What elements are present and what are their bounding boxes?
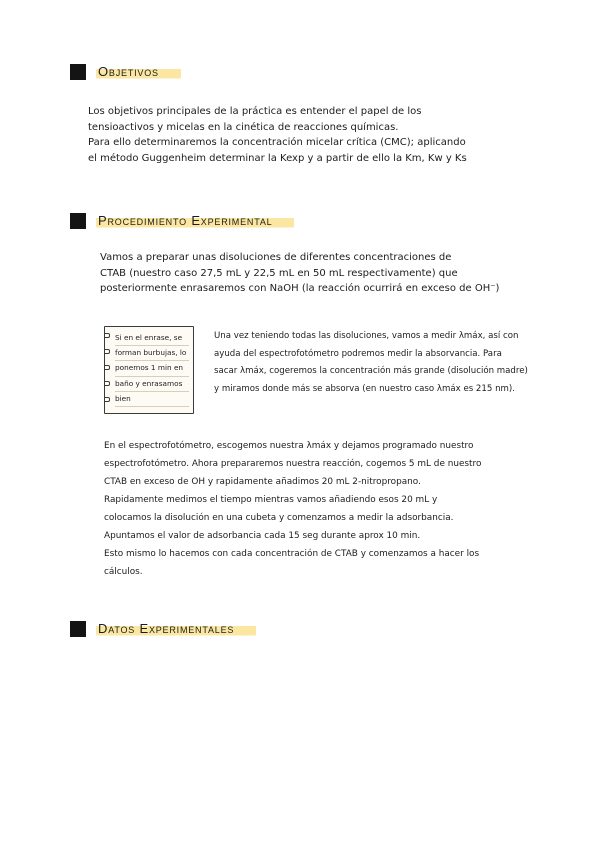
paragraph-line: tensioactivos y micelas en la cinética de reacciones químicas.	[88, 121, 399, 133]
paragraph-line: Rapidamente medimos el tiempo mientras vamos añadiendo esos 20 mL y	[104, 494, 438, 505]
notebook-ring-icon	[104, 333, 110, 338]
objetivos-paragraph	[88, 104, 467, 166]
paragraph-line: Vamos a preparar unas disoluciones de diferentes concentraciones de	[100, 252, 452, 263]
paragraph-line: colocamos la disolución en una cubeta y comenzamos a medir la adsorbancia.	[104, 512, 454, 523]
paragraph-line: Esto mismo lo hacemos con cada concentración de CTAB y comenzamos a hacer los	[104, 548, 480, 559]
paragraph-line: cálculos.	[104, 566, 143, 577]
paragraph-line: Apuntamos el valor de adsorbancia cada 15 seg durante aprox 10 min.	[104, 530, 421, 541]
section-heading-procedimiento	[70, 212, 294, 229]
note-line: bien	[115, 392, 189, 407]
paragraph-line: espectrofotómetro. Ahora prepararemos nuestra reacción, cogemos 5 mL de nuestro	[104, 458, 482, 469]
section-heading-datos	[70, 620, 256, 637]
paragraph-line: posteriormente enrasaremos con NaOH (la reacción ocurrirá en exceso de OH⁻)	[100, 283, 500, 294]
paragraph-line: En el espectrofotómetro, escogemos nuestra λmáx y dejamos programado nuestro	[104, 441, 474, 451]
paragraph-line: ayuda del espectrofotómetro podremos medir la absorvancia. Para	[214, 348, 502, 359]
procedimiento-side-paragraph	[214, 328, 528, 398]
notebook-ring-icon	[104, 349, 110, 354]
notebook-ring-icon	[104, 397, 110, 402]
notebook-ring-icon	[104, 381, 110, 386]
sticky-note	[104, 326, 194, 414]
paragraph-line: Una vez teniendo todas las disoluciones, vamos a medir λmáx, así con	[214, 331, 519, 341]
notebook-ring-icon	[104, 365, 110, 370]
section-heading-objetivos	[70, 63, 181, 80]
paragraph-line: sacar λmáx, cogeremos la concentración más grande (disolución madre)	[214, 366, 528, 377]
section-title-objetivos: Objetivos	[96, 63, 181, 80]
bullet-square-icon	[70, 213, 86, 229]
section-title-procedimiento: Procedimiento Experimental	[96, 212, 294, 229]
paragraph-line: el método Guggenheim determinar la Kexp y a partir de ello la Km, Kw y Ks	[88, 152, 467, 164]
note-line: Si en el enrase, se	[115, 331, 189, 346]
note-line: ponemos 1 min en	[115, 361, 189, 376]
note-line: forman burbujas, lo	[115, 346, 189, 361]
bullet-square-icon	[70, 64, 86, 80]
note-line: baño y enrasamos	[115, 377, 189, 392]
bullet-square-icon	[70, 621, 86, 637]
paragraph-line: CTAB en exceso de OH y rapidamente añadimos 20 mL 2-nitropropano.	[104, 476, 421, 487]
section-title-datos: Datos Experimentales	[96, 620, 256, 637]
paragraph-line: Los objetivos principales de la práctica es entender el papel de los	[88, 106, 422, 117]
procedimiento-intro	[100, 250, 499, 297]
paragraph-line: Para ello determinaremos la concentración micelar crítica (CMC); aplicando	[88, 137, 466, 148]
procedimiento-body	[104, 438, 481, 582]
paragraph-line: CTAB (nuestro caso 27,5 mL y 22,5 mL en 50 mL respectivamente) que	[100, 267, 458, 279]
paragraph-line: y miramos donde más se absorva (en nuestro caso λmáx es 215 nm).	[214, 383, 515, 394]
